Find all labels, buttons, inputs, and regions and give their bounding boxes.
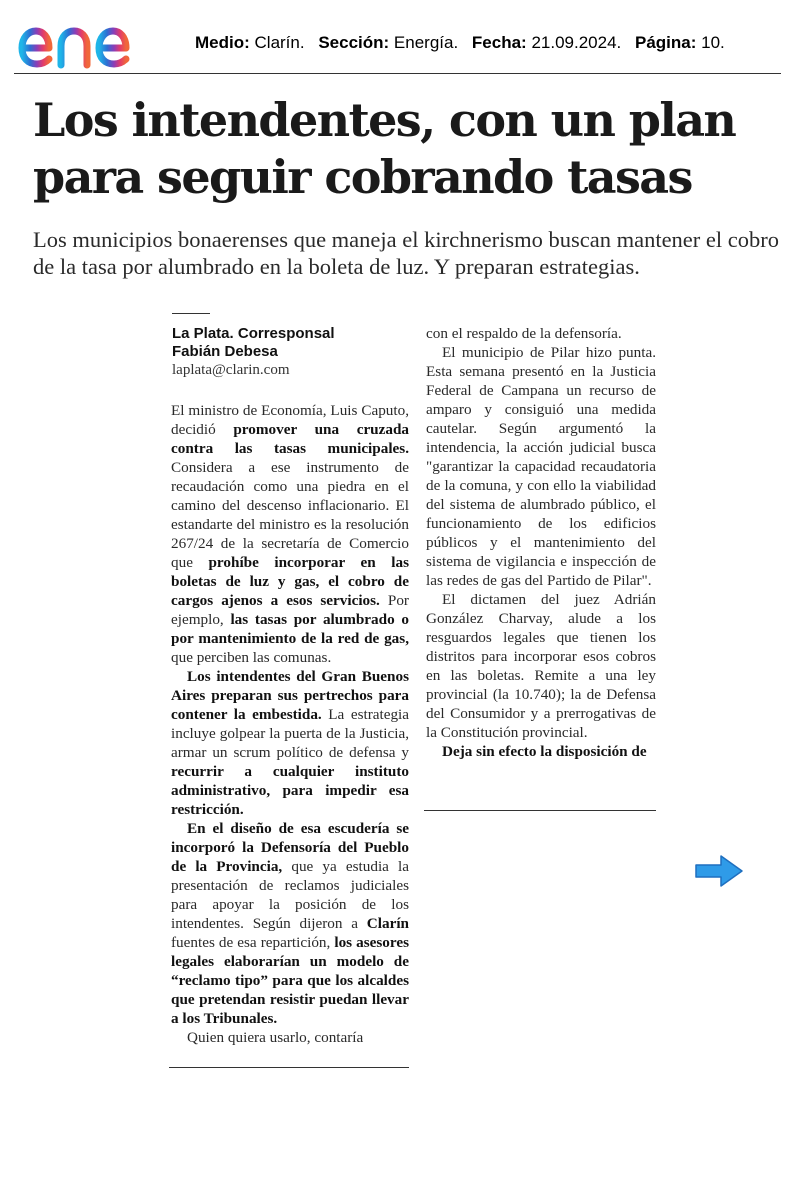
byline-author: Fabián Debesa	[172, 343, 278, 360]
text-run: con el respaldo de la defensoría.	[426, 325, 622, 342]
pagina-label: Página:	[635, 33, 697, 52]
bold-text: Deja sin efecto la disposición de	[442, 743, 647, 760]
byline-email: laplata@clarin.com	[172, 362, 290, 378]
text-run: Quien quiera usarlo, contaría	[187, 1029, 364, 1046]
source-metadata	[195, 33, 725, 53]
text-run: El municipio de Pilar hizo punta. Esta semana presentó en la Justicia Federal de Campana un recurso de amparo y consiguió una medida cautelar. Según argumentó la intendencia, la acción judicial busca "garantizar la capacidad recaudatoria de la comuna, y con ello la viabilidad del sistema de alumbrado público, el funcionamiento de los edificios públicos y el mantenimiento del sistema de vigilancia e inspección de las redes de gas del Partido de Pilar".	[426, 344, 656, 589]
article-column-1	[171, 401, 409, 1047]
medio-value: Clarín.	[254, 33, 305, 52]
column-1-end-rule	[169, 1067, 409, 1068]
bold-text: promover una cruzada contra las tasas municipales.	[171, 421, 410, 457]
bold-text: En el diseño de esa escudería se incorporó la Defensoría del Pueblo de la Provincia,	[171, 820, 409, 875]
header-divider	[14, 73, 781, 74]
text-run: Considera a ese instrumento de recaudación como una piedra en el camino del descenso inflacionario. El estandarte del ministro es la resolución 267/24 de la secretaría de Comercio que	[171, 459, 409, 571]
paragraph	[171, 667, 409, 819]
seccion-value: Energía.	[393, 33, 459, 52]
text-run: El dictamen del juez Adrián González Charvay, alude a los resguardos legales que tienen los distritos para incorporar esos cobros en las boletas. Remite a una ley provincial (la 10.740); la de Defensa del Consumidor y a prerrogativas de la Constitución provincial.	[426, 591, 656, 741]
paragraph	[171, 401, 409, 667]
text-run: fuentes de esa repartición,	[171, 934, 335, 951]
paragraph	[171, 1028, 409, 1047]
medio-label: Medio:	[195, 33, 250, 52]
byline-divider	[172, 313, 210, 314]
bold-text: las tasas por alumbrado o por mantenimiento de la red de gas,	[171, 611, 410, 647]
byline-location: La Plata. Corresponsal	[172, 325, 335, 342]
paragraph	[426, 324, 656, 343]
bold-text: Clarín	[366, 915, 409, 932]
article-column-2	[426, 324, 656, 761]
bold-text: los asesores legales elaborarían un modelo de “reclamo tipo” para que los alcaldes que pretendan resistir puedan llevar a los Tribunales.	[171, 934, 409, 1027]
text-run: que perciben las comunas.	[171, 649, 332, 666]
bold-text: recurrir a cualquier instituto administrativo, para impedir esa restricción.	[171, 763, 409, 818]
text-run: La estrategia incluye golpear la puerta de la Justicia, armar un scrum político de defensa y	[171, 706, 410, 761]
headline-line-2: para seguir cobrando tasas	[33, 150, 692, 204]
paragraph	[171, 819, 409, 1028]
bold-text: prohíbe incorporar en las boletas de luz y gas, el cobro de cargos ajenos a esos servicios.	[171, 554, 409, 609]
subtitle: Los municipios bonaerenses que maneja el kirchnerismo buscan mantener el cobro de la tasa por alumbrado en la boleta de luz. Y preparan estrategias.	[33, 227, 780, 279]
enel-logo	[16, 10, 180, 70]
bold-text: Los intendentes del Gran Buenos Aires preparan sus pertrechos para contener la embestida.	[171, 668, 409, 723]
paragraph	[426, 742, 656, 761]
column-2-end-rule	[424, 810, 656, 811]
paragraph	[426, 343, 656, 590]
text-run: que ya estudia la presentación de reclamos judiciales para apoyar la posición de los intendentes. Según dijeron a	[171, 858, 409, 932]
pagina-value: 10.	[701, 33, 725, 52]
headline-line-1: Los intendentes, con un plan	[33, 93, 736, 147]
fecha-label: Fecha:	[471, 33, 527, 52]
text-run: Por ejemplo,	[171, 592, 409, 628]
seccion-label: Sección:	[318, 33, 390, 52]
headline	[33, 92, 783, 206]
byline	[172, 325, 335, 379]
paragraph	[426, 590, 656, 742]
arrow-right-icon	[694, 854, 744, 888]
text-run: El ministro de Economía, Luis Caputo, decidió	[171, 402, 409, 438]
fecha-value: 21.09.2024.	[531, 33, 622, 52]
